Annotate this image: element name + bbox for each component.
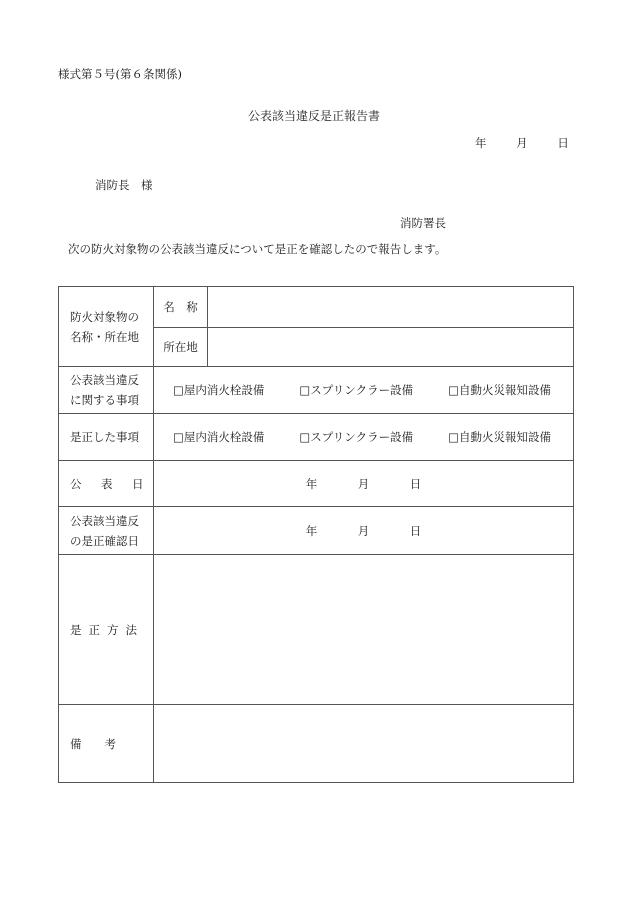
confirm-date-year: 年 xyxy=(305,523,318,538)
corrected-label: 是正した事項 xyxy=(59,414,154,461)
violation-options-cell xyxy=(154,367,574,414)
method-field[interactable] xyxy=(154,555,574,705)
publication-date-cell[interactable] xyxy=(154,461,574,507)
violation-label-cell xyxy=(59,367,154,414)
violation-option-indoor-hydrant[interactable]: □屋内消火栓設備 xyxy=(173,383,265,397)
location-field[interactable] xyxy=(208,328,574,367)
corrected-option-fire-alarm[interactable]: □自動火災報知設備 xyxy=(448,430,551,444)
object-label-cell xyxy=(59,287,154,367)
name-label: 名 称 xyxy=(154,287,208,328)
publication-date-label: 公 表 日 xyxy=(59,461,154,507)
confirm-date-cell[interactable] xyxy=(154,507,574,555)
violation-label-line1: 公表該当違反 xyxy=(70,373,139,387)
form-number: 様式第５号(第６条関係) xyxy=(58,67,182,81)
report-table xyxy=(58,286,574,783)
confirm-label-cell xyxy=(59,507,154,555)
header-date-month: 月 xyxy=(516,136,528,150)
violation-label-line2: に関する事項 xyxy=(70,393,139,407)
publication-date-month: 月 xyxy=(357,476,370,491)
method-label: 是正方法 xyxy=(59,555,154,705)
intro-text: 次の防火対象物の公表該当違反について是正を確認したので報告します。 xyxy=(68,242,447,256)
corrected-option-indoor-hydrant[interactable]: □屋内消火栓設備 xyxy=(173,430,265,444)
publication-date-year: 年 xyxy=(305,476,318,491)
object-label-line1: 防火対象物の xyxy=(70,309,139,324)
remarks-field[interactable] xyxy=(154,705,574,783)
corrected-options-cell xyxy=(154,414,574,461)
document-title: 公表該当違反是正報告書 xyxy=(248,109,381,123)
header-date-day: 日 xyxy=(557,136,569,150)
header-date xyxy=(475,135,569,151)
name-field[interactable] xyxy=(208,287,574,328)
header-date-year: 年 xyxy=(475,136,487,150)
object-label-line2: 名称・所在地 xyxy=(70,329,139,344)
corrected-option-sprinkler[interactable]: □スプリンクラー設備 xyxy=(299,430,414,444)
violation-option-fire-alarm[interactable]: □自動火災報知設備 xyxy=(448,383,551,397)
confirm-label-line2: の是正確認日 xyxy=(70,533,139,548)
confirm-date-month: 月 xyxy=(357,523,370,538)
publication-date-day: 日 xyxy=(409,476,422,491)
remarks-label: 備 考 xyxy=(59,705,154,783)
violation-option-sprinkler[interactable]: □スプリンクラー設備 xyxy=(299,383,414,397)
sender-title: 消防署長 xyxy=(400,216,446,230)
location-label: 所在地 xyxy=(154,328,208,367)
addressee: 消防長 様 xyxy=(95,178,153,192)
confirm-date-day: 日 xyxy=(409,523,422,538)
confirm-label-line1: 公表該当違反 xyxy=(70,513,139,528)
